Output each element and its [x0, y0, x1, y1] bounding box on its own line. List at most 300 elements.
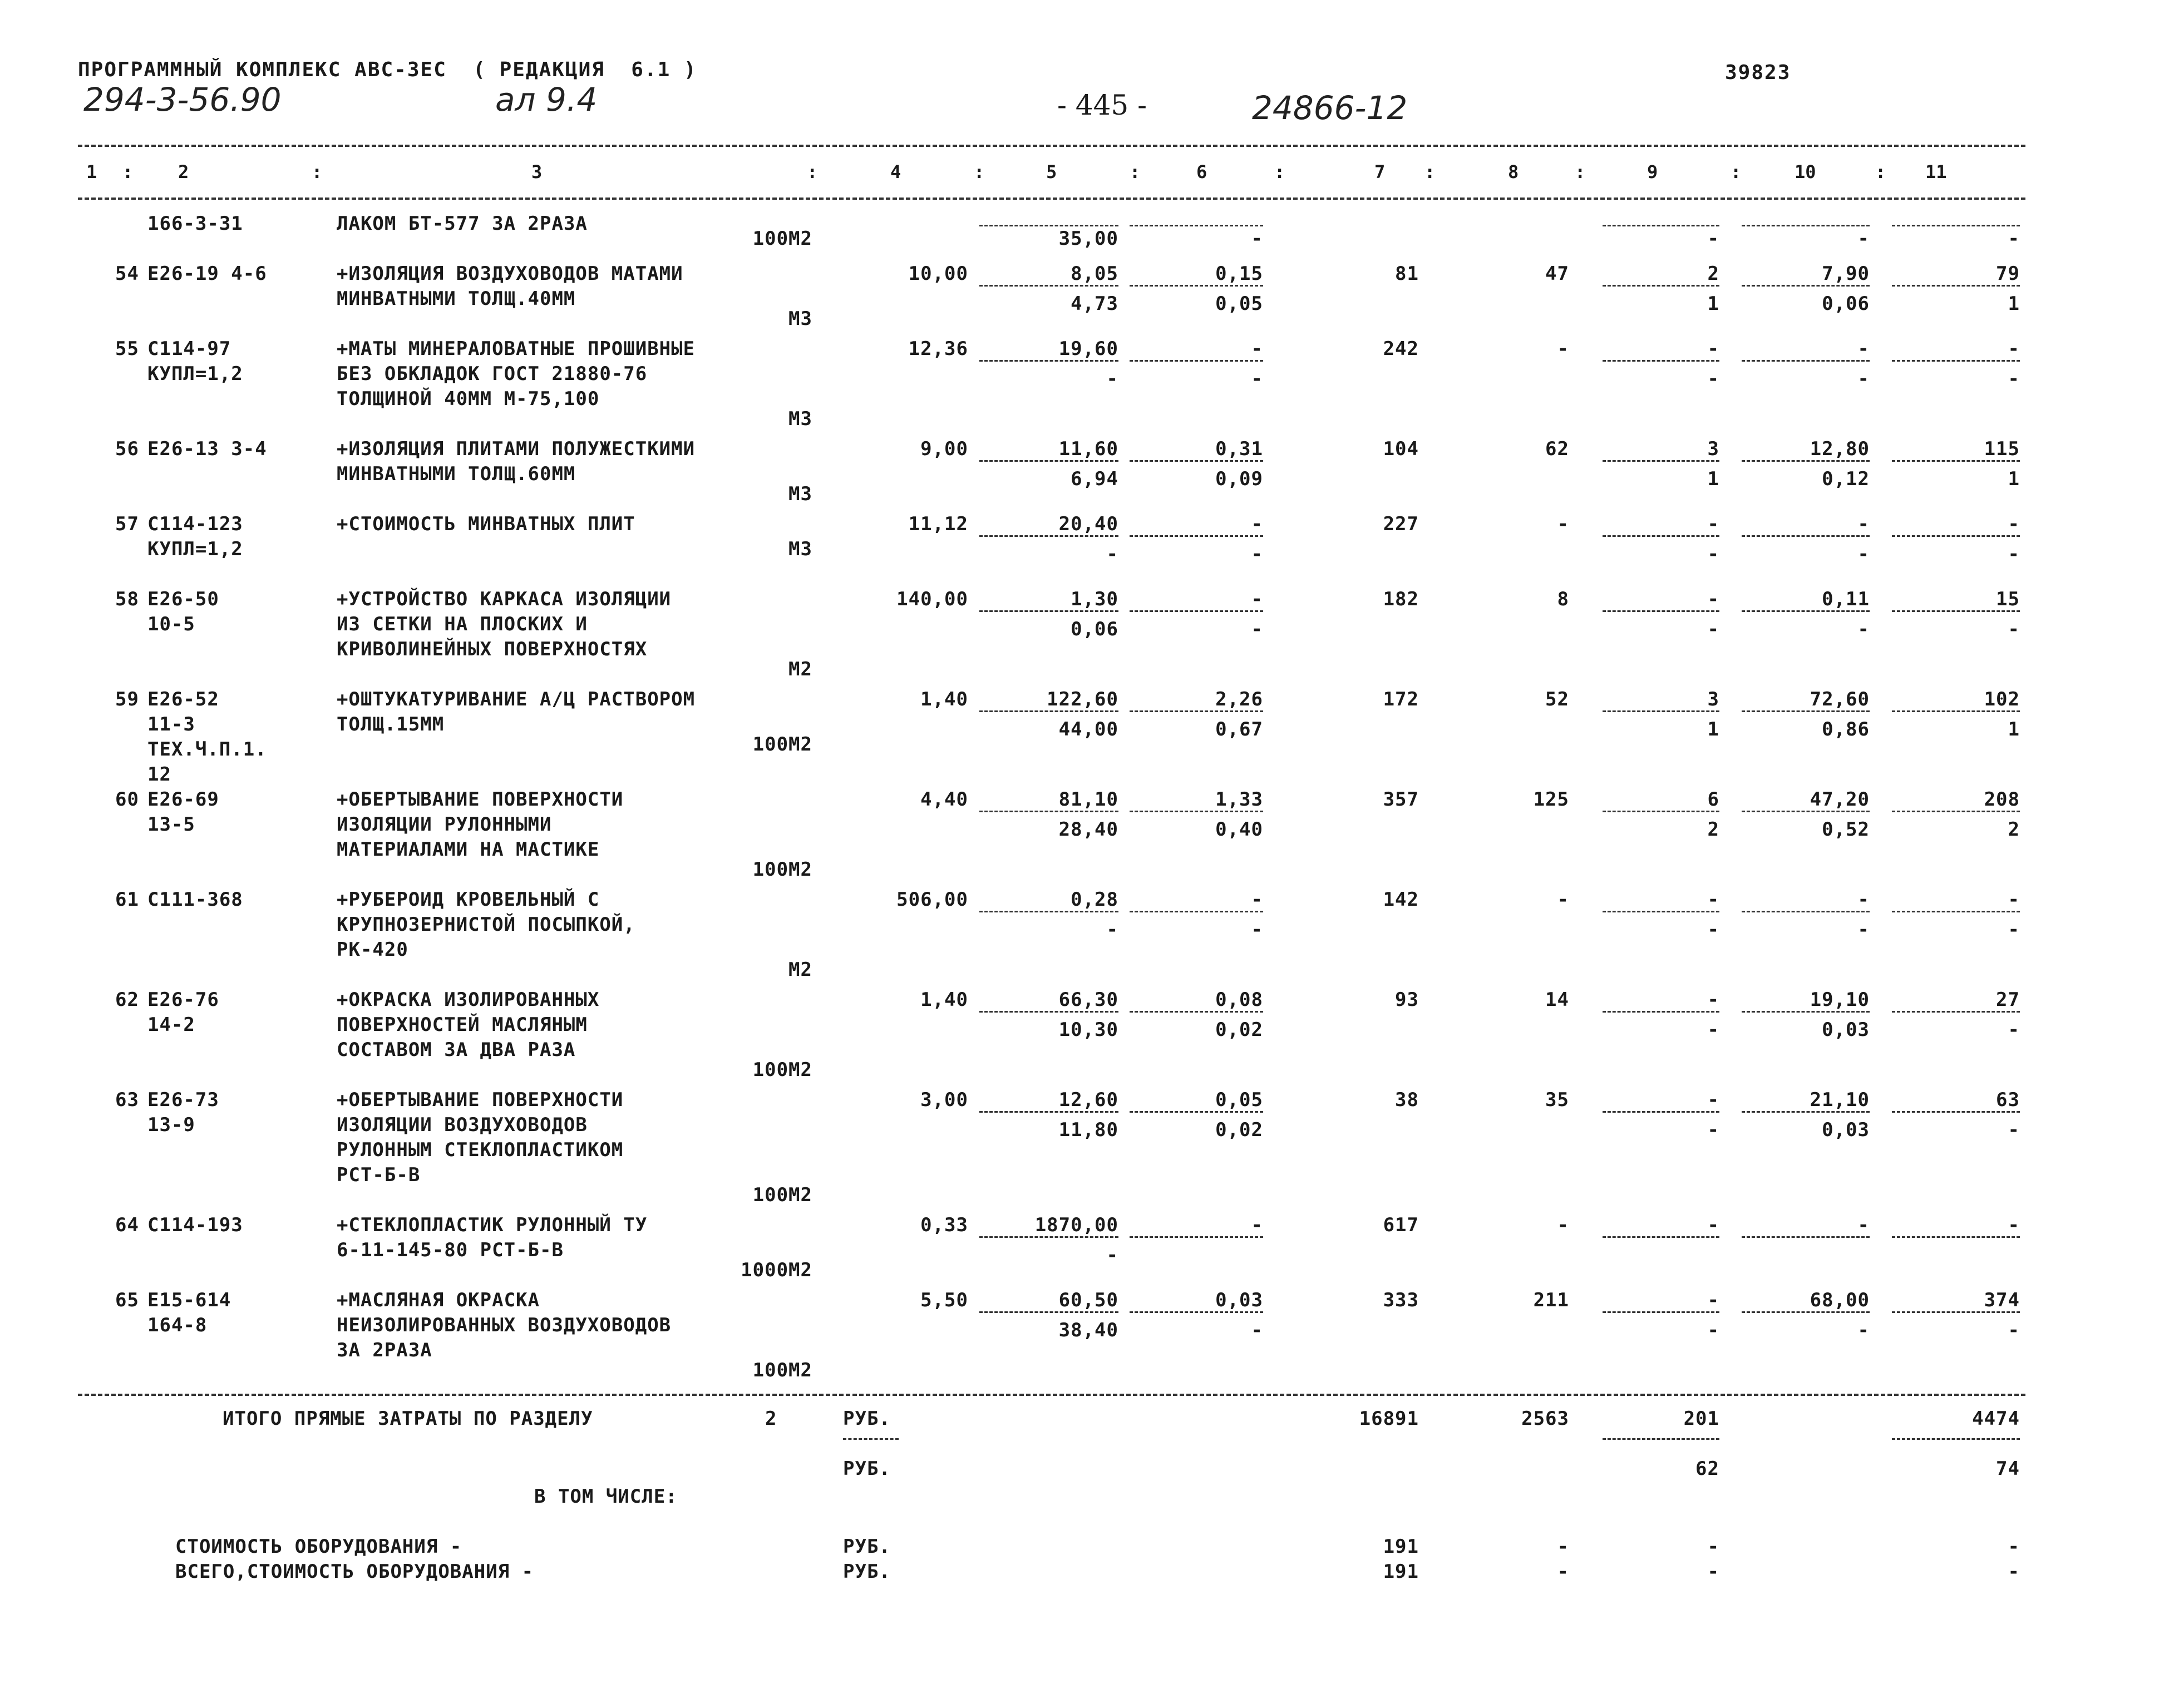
row-labor-total: 374: [1984, 1289, 2020, 1311]
row-code: Е26-73: [147, 1089, 219, 1111]
row-machine-wage-cost: -: [1707, 228, 1719, 250]
row-description: +УСТРОЙСТВО КАРКАСА ИЗОЛЯЦИИ: [337, 588, 672, 610]
column-separator: :: [1130, 161, 1141, 182]
cell-divider: [1130, 911, 1263, 912]
row-description: +МАСЛЯНАЯ ОКРАСКА: [337, 1289, 540, 1311]
row-code: С114-97: [147, 338, 231, 360]
row-machine-wage-cost: -: [1707, 1119, 1719, 1141]
totals-label: ИТОГО ПРЯМЫЕ ЗАТРАТЫ ПО РАЗДЕЛУ: [223, 1408, 593, 1430]
row-price-machine-wage: 0,02: [1215, 1019, 1263, 1041]
row-labor-machine-total: -: [2008, 1019, 2020, 1041]
totals-c7: 16891: [1359, 1408, 1419, 1430]
row-wage-cost: 14: [1545, 989, 1569, 1011]
row-labor-machine: -: [1857, 1319, 1870, 1341]
row-price-machine-wage: -: [1251, 368, 1263, 390]
row-labor-machine: -: [1857, 368, 1870, 390]
row-number: 57: [115, 513, 139, 535]
row-description: РУЛОННЫМ СТЕКЛОПЛАСТИКОМ: [337, 1139, 624, 1161]
row-labor-machine-total: 2: [2008, 818, 2020, 841]
row-price-total: 81,10: [1058, 788, 1118, 811]
cell-divider: [1892, 1011, 2020, 1013]
column-separator: :: [1875, 161, 1886, 182]
column-separator: :: [312, 161, 323, 182]
row-machine-cost: 3: [1707, 438, 1719, 460]
row-quantity: 1,40: [920, 688, 968, 710]
row-number: 56: [115, 438, 139, 460]
cell-divider: [979, 1111, 1118, 1113]
row-price-wage: -: [1106, 543, 1118, 565]
column-separator: :: [122, 161, 134, 182]
row-labor-total: 27: [1996, 989, 2020, 1011]
row-unit: М3: [788, 408, 812, 430]
cell-divider: [1603, 710, 1719, 712]
cell-divider: [1603, 1311, 1719, 1313]
row-machine-wage-cost: -: [1707, 368, 1719, 390]
row-machine-cost: -: [1707, 1089, 1719, 1111]
row-code: КУПЛ=1,2: [147, 363, 243, 385]
equipment-label: СТОИМОСТЬ ОБОРУДОВАНИЯ -: [175, 1536, 462, 1558]
totals-c11a: 4474: [1972, 1408, 2020, 1430]
cell-divider: [979, 360, 1118, 362]
row-labor-total: -: [2008, 1214, 2020, 1236]
cell-divider: [1603, 610, 1719, 612]
cell-divider: [1130, 535, 1263, 537]
including-label: В ТОМ ЧИСЛЕ:: [534, 1485, 678, 1508]
row-labor-total: 115: [1984, 438, 2020, 460]
row-total-cost: 104: [1383, 438, 1419, 460]
row-wage-cost: 125: [1533, 788, 1569, 811]
row-machine-wage-cost: 1: [1707, 468, 1719, 490]
row-code: 10-5: [147, 613, 195, 635]
row-wage-cost: 47: [1545, 263, 1569, 285]
row-unit: 100М2: [752, 1059, 812, 1081]
cell-divider: [1742, 225, 1870, 226]
totals-divider: [843, 1438, 899, 1440]
row-labor: 19,10: [1810, 989, 1870, 1011]
cell-divider: [1892, 1236, 2020, 1238]
cell-divider: [1130, 1011, 1263, 1013]
row-code: С114-193: [147, 1214, 243, 1236]
row-wage-cost: -: [1557, 338, 1569, 360]
row-machine-wage-cost: -: [1707, 1319, 1719, 1341]
row-price-machine-wage: 0,02: [1215, 1119, 1263, 1141]
row-code: 166-3-31: [147, 213, 243, 235]
row-description: ИЗОЛЯЦИИ РУЛОННЫМИ: [337, 813, 552, 836]
row-description: +ИЗОЛЯЦИЯ ВОЗДУХОВОДОВ МАТАМИ: [337, 263, 683, 285]
row-wage-cost: -: [1557, 888, 1569, 911]
row-labor-machine-total: -: [2008, 1319, 2020, 1341]
row-labor-total: 63: [1996, 1089, 2020, 1111]
cell-divider: [1603, 360, 1719, 362]
totals-divider: [1892, 1438, 2020, 1440]
row-labor-total: -: [2008, 513, 2020, 535]
row-description: ИЗ СЕТКИ НА ПЛОСКИХ И: [337, 613, 588, 635]
row-description: МИНВАТНЫМИ ТОЛЩ.60ММ: [337, 463, 576, 485]
row-unit: 1000М2: [741, 1259, 812, 1281]
row-description: +ОБЕРТЫВАНИЕ ПОВЕРХНОСТИ: [337, 788, 624, 811]
cell-divider: [1603, 460, 1719, 462]
row-price-machine: -: [1251, 888, 1263, 911]
row-total-cost: 227: [1383, 513, 1419, 535]
cell-divider: [1742, 535, 1870, 537]
cell-divider: [1742, 285, 1870, 287]
row-description: КРИВОЛИНЕЙНЫХ ПОВЕРХНОСТЯХ: [337, 638, 648, 660]
column-header-1: 1: [86, 161, 97, 182]
row-price-machine-wage: -: [1251, 919, 1263, 941]
row-labor: 72,60: [1810, 688, 1870, 710]
totals-c11b: 74: [1996, 1458, 2020, 1480]
row-unit: 100М2: [752, 733, 812, 756]
row-unit: 100М2: [752, 228, 812, 250]
cell-divider: [1130, 285, 1263, 287]
row-price-wage: 44,00: [1058, 718, 1118, 741]
row-labor-machine-total: 1: [2008, 293, 2020, 315]
all-equipment-unit: РУБ.: [843, 1561, 891, 1583]
row-price-machine: -: [1251, 1214, 1263, 1236]
equipment-c7: 191: [1383, 1536, 1419, 1558]
row-total-cost: 182: [1383, 588, 1419, 610]
row-wage-cost: 52: [1545, 688, 1569, 710]
row-unit: 100М2: [752, 858, 812, 881]
row-machine-cost: 2: [1707, 263, 1719, 285]
row-price-total: 1870,00: [1034, 1214, 1118, 1236]
row-labor: 68,00: [1810, 1289, 1870, 1311]
row-labor: 7,90: [1822, 263, 1870, 285]
row-price-wage: 28,40: [1058, 818, 1118, 841]
row-description: РСТ-Б-В: [337, 1164, 421, 1186]
row-total-cost: 93: [1395, 989, 1419, 1011]
row-labor-machine-total: -: [2008, 1119, 2020, 1141]
row-machine-cost: -: [1707, 888, 1719, 911]
row-total-cost: 357: [1383, 788, 1419, 811]
row-labor-machine: -: [1857, 618, 1870, 640]
cell-divider: [1892, 285, 2020, 287]
row-unit: 100М2: [752, 1359, 812, 1381]
all-equipment-c9: -: [1707, 1561, 1719, 1583]
row-number: 63: [115, 1089, 139, 1111]
cell-divider: [1742, 911, 1870, 912]
row-labor: -: [1857, 888, 1870, 911]
cell-divider: [1603, 1011, 1719, 1013]
cell-divider: [1892, 1311, 2020, 1313]
row-price-machine: 2,26: [1215, 688, 1263, 710]
row-description: ЗА 2РАЗА: [337, 1339, 432, 1361]
row-code: С111-368: [147, 888, 243, 911]
program-title: ПРОГРАММНЫЙ КОМПЛЕКС АВС-3ЕС ( РЕДАКЦИЯ 6.1 ): [78, 58, 697, 81]
row-labor: 0,11: [1822, 588, 1870, 610]
row-labor-machine-total: -: [2008, 228, 2020, 250]
column-header-9: 9: [1647, 161, 1658, 182]
cell-divider: [1742, 360, 1870, 362]
sheet-code: 24866-12: [1252, 89, 1408, 127]
row-machine-cost: -: [1707, 338, 1719, 360]
totals-unit-2: РУБ.: [843, 1458, 891, 1480]
totals-c8: 2563: [1521, 1408, 1569, 1430]
row-code: Е26-76: [147, 989, 219, 1011]
row-price-total: 66,30: [1058, 989, 1118, 1011]
cell-divider: [979, 911, 1118, 912]
page-number: - 445 -: [1057, 89, 1147, 121]
column-separator: :: [807, 161, 818, 182]
cell-divider: [1603, 1236, 1719, 1238]
row-price-total: 19,60: [1058, 338, 1118, 360]
column-header-8: 8: [1508, 161, 1519, 182]
row-price-machine-wage: 0,09: [1215, 468, 1263, 490]
row-number: 65: [115, 1289, 139, 1311]
row-price-machine-wage: 0,40: [1215, 818, 1263, 841]
cell-divider: [1130, 225, 1263, 226]
row-labor-machine: 0,03: [1822, 1119, 1870, 1141]
row-total-cost: 142: [1383, 888, 1419, 911]
row-description: МИНВАТНЫМИ ТОЛЩ.40ММ: [337, 288, 576, 310]
row-total-cost: 617: [1383, 1214, 1419, 1236]
totals-unit-1: РУБ.: [843, 1408, 891, 1430]
row-price-machine: -: [1251, 513, 1263, 535]
row-machine-wage-cost: -: [1707, 1019, 1719, 1041]
doc-code: 294-3-56.90: [83, 81, 282, 119]
row-price-machine: 0,31: [1215, 438, 1263, 460]
cell-divider: [1130, 360, 1263, 362]
cell-divider: [1892, 911, 2020, 912]
cell-divider: [1892, 610, 2020, 612]
header-rule-bottom: [78, 198, 2025, 200]
row-machine-cost: 3: [1707, 688, 1719, 710]
row-number: 64: [115, 1214, 139, 1236]
cell-divider: [1742, 1236, 1870, 1238]
totals-section: 2: [765, 1408, 777, 1430]
doc-number: 39823: [1725, 61, 1791, 84]
cell-divider: [1742, 1111, 1870, 1113]
row-labor-machine-total: 1: [2008, 718, 2020, 741]
row-description: ТОЛЩИНОЙ 40ММ М-75,100: [337, 388, 600, 410]
column-header-10: 10: [1795, 161, 1816, 182]
cell-divider: [979, 460, 1118, 462]
row-price-machine-wage: -: [1251, 618, 1263, 640]
column-header-7: 7: [1374, 161, 1386, 182]
column-header-11: 11: [1925, 161, 1947, 182]
cell-divider: [1130, 1111, 1263, 1113]
cell-divider: [1603, 811, 1719, 812]
cell-divider: [1603, 225, 1719, 226]
column-separator: :: [974, 161, 985, 182]
cell-divider: [1130, 1236, 1263, 1238]
row-code: Е26-52: [147, 688, 219, 710]
row-description: ЛАКОМ БТ-577 ЗА 2РАЗА: [337, 213, 588, 235]
row-code: Е26-19 4-6: [147, 263, 267, 285]
row-price-total: 8,05: [1071, 263, 1118, 285]
row-wage-cost: -: [1557, 1214, 1569, 1236]
all-equipment-label: ВСЕГО,СТОИМОСТЬ ОБОРУДОВАНИЯ -: [175, 1561, 534, 1583]
row-machine-cost: -: [1707, 513, 1719, 535]
cell-divider: [1892, 460, 2020, 462]
row-machine-wage-cost: -: [1707, 919, 1719, 941]
totals-rule: [78, 1394, 2025, 1396]
equipment-c11: -: [2008, 1536, 2020, 1558]
row-unit: 100М2: [752, 1184, 812, 1206]
row-price-machine-wage: -: [1251, 543, 1263, 565]
row-unit: М3: [788, 308, 812, 330]
row-total-cost: 333: [1383, 1289, 1419, 1311]
row-labor-machine-total: -: [2008, 618, 2020, 640]
row-machine-wage-cost: 1: [1707, 293, 1719, 315]
row-labor: 47,20: [1810, 788, 1870, 811]
row-code: Е15-614: [147, 1289, 231, 1311]
cell-divider: [1742, 610, 1870, 612]
row-price-machine-wage: 0,05: [1215, 293, 1263, 315]
row-price-machine: -: [1251, 338, 1263, 360]
row-code: 14-2: [147, 1014, 195, 1036]
row-price-machine: 0,08: [1215, 989, 1263, 1011]
cell-divider: [1742, 1011, 1870, 1013]
cell-divider: [979, 1311, 1118, 1313]
row-number: 59: [115, 688, 139, 710]
row-quantity: 140,00: [896, 588, 968, 610]
row-machine-cost: -: [1707, 588, 1719, 610]
row-code: КУПЛ=1,2: [147, 538, 243, 560]
row-unit: М3: [788, 483, 812, 505]
row-price-machine: -: [1251, 588, 1263, 610]
row-quantity: 4,40: [920, 788, 968, 811]
row-quantity: 1,40: [920, 989, 968, 1011]
column-header-6: 6: [1196, 161, 1207, 182]
cell-divider: [1603, 535, 1719, 537]
header-rule-top: [78, 145, 2025, 147]
row-wage-cost: 62: [1545, 438, 1569, 460]
row-number: 54: [115, 263, 139, 285]
row-price-machine: 1,33: [1215, 788, 1263, 811]
row-price-total: 1,30: [1071, 588, 1118, 610]
cell-divider: [1742, 1311, 1870, 1313]
row-description: +СТОИМОСТЬ МИНВАТНЫХ ПЛИТ: [337, 513, 635, 535]
row-quantity: 11,12: [908, 513, 968, 535]
row-code: Е26-69: [147, 788, 219, 811]
cell-divider: [1892, 1111, 2020, 1113]
row-price-wage: 10,30: [1058, 1019, 1118, 1041]
row-description: БЕЗ ОБКЛАДОК ГОСТ 21880-76: [337, 363, 648, 385]
row-description: +МАТЫ МИНЕРАЛОВАТНЫЕ ПРОШИВНЫЕ: [337, 338, 696, 360]
cell-divider: [979, 285, 1118, 287]
totals-c9a: 201: [1683, 1408, 1719, 1430]
row-description: 6-11-145-80 РСТ-Б-В: [337, 1239, 564, 1261]
cell-divider: [1742, 460, 1870, 462]
row-price-total: 122,60: [1047, 688, 1118, 710]
row-description: +ИЗОЛЯЦИЯ ПЛИТАМИ ПОЛУЖЕСТКИМИ: [337, 438, 696, 460]
row-code: Е26-50: [147, 588, 219, 610]
row-description: +СТЕКЛОПЛАСТИК РУЛОННЫЙ ТУ: [337, 1214, 648, 1236]
row-machine-cost: -: [1707, 1214, 1719, 1236]
column-separator: :: [1731, 161, 1742, 182]
column-header-2: 2: [178, 161, 189, 182]
row-quantity: 3,00: [920, 1089, 968, 1111]
cell-divider: [1603, 285, 1719, 287]
row-code: ТЕХ.Ч.П.1.: [147, 738, 267, 761]
row-quantity: 506,00: [896, 888, 968, 911]
column-header-5: 5: [1046, 161, 1057, 182]
row-labor: 12,80: [1810, 438, 1870, 460]
row-description: НЕИЗОЛИРОВАННЫХ ВОЗДУХОВОДОВ: [337, 1314, 672, 1336]
row-total-cost: 242: [1383, 338, 1419, 360]
cell-divider: [1130, 610, 1263, 612]
row-price-wage: 11,80: [1058, 1119, 1118, 1141]
row-code: 13-9: [147, 1114, 195, 1136]
cell-divider: [979, 811, 1118, 812]
row-labor-machine: 0,52: [1822, 818, 1870, 841]
cell-divider: [1130, 1311, 1263, 1313]
row-labor: -: [1857, 338, 1870, 360]
row-machine-wage-cost: -: [1707, 618, 1719, 640]
row-wage-cost: 35: [1545, 1089, 1569, 1111]
row-number: 60: [115, 788, 139, 811]
row-price-total: 11,60: [1058, 438, 1118, 460]
row-labor: -: [1857, 513, 1870, 535]
row-wage-cost: 8: [1557, 588, 1569, 610]
row-machine-cost: -: [1707, 989, 1719, 1011]
equipment-c8: -: [1557, 1536, 1569, 1558]
row-price-wage: -: [1106, 368, 1118, 390]
column-separator: :: [1424, 161, 1436, 182]
row-labor-total: 15: [1996, 588, 2020, 610]
row-description: +ОБЕРТЫВАНИЕ ПОВЕРХНОСТИ: [337, 1089, 624, 1111]
cell-divider: [1742, 811, 1870, 812]
row-labor-total: 208: [1984, 788, 2020, 811]
cell-divider: [1603, 911, 1719, 912]
row-quantity: 12,36: [908, 338, 968, 360]
cell-divider: [1892, 225, 2020, 226]
row-unit: М3: [788, 538, 812, 560]
cell-divider: [1892, 535, 2020, 537]
row-machine-wage-cost: 2: [1707, 818, 1719, 841]
cell-divider: [1742, 710, 1870, 712]
cell-divider: [979, 535, 1118, 537]
cell-divider: [1130, 811, 1263, 812]
row-code: 164-8: [147, 1314, 208, 1336]
row-labor-machine: 0,03: [1822, 1019, 1870, 1041]
row-code: С114-123: [147, 513, 243, 535]
row-labor: 21,10: [1810, 1089, 1870, 1111]
column-separator: :: [1575, 161, 1586, 182]
row-price-wage: 0,06: [1071, 618, 1118, 640]
row-number: 62: [115, 989, 139, 1011]
row-price-wage: -: [1106, 1244, 1118, 1266]
row-labor-machine: 0,12: [1822, 468, 1870, 490]
row-price-machine-wage: -: [1251, 1319, 1263, 1341]
row-price-machine-wage: -: [1251, 228, 1263, 250]
row-price-machine: 0,15: [1215, 263, 1263, 285]
cell-divider: [1603, 1111, 1719, 1113]
row-description: МАТЕРИАЛАМИ НА МАСТИКЕ: [337, 838, 600, 861]
cell-divider: [1892, 811, 2020, 812]
cell-divider: [1892, 710, 2020, 712]
cell-divider: [979, 610, 1118, 612]
row-price-wage: -: [1106, 919, 1118, 941]
row-labor-machine: -: [1857, 919, 1870, 941]
row-labor-machine-total: -: [2008, 368, 2020, 390]
row-number: 58: [115, 588, 139, 610]
equipment-unit: РУБ.: [843, 1536, 891, 1558]
row-code: 12: [147, 763, 171, 786]
row-code: 13-5: [147, 813, 195, 836]
row-price-machine: 0,05: [1215, 1089, 1263, 1111]
row-description: СОСТАВОМ ЗА ДВА РАЗА: [337, 1039, 576, 1061]
cell-divider: [979, 1236, 1118, 1238]
row-total-cost: 81: [1395, 263, 1419, 285]
row-machine-cost: -: [1707, 1289, 1719, 1311]
row-wage-cost: 211: [1533, 1289, 1569, 1311]
column-header-4: 4: [890, 161, 901, 182]
album-label: ал 9.4: [495, 81, 598, 119]
all-equipment-c7: 191: [1383, 1561, 1419, 1583]
totals-divider: [1603, 1438, 1719, 1440]
